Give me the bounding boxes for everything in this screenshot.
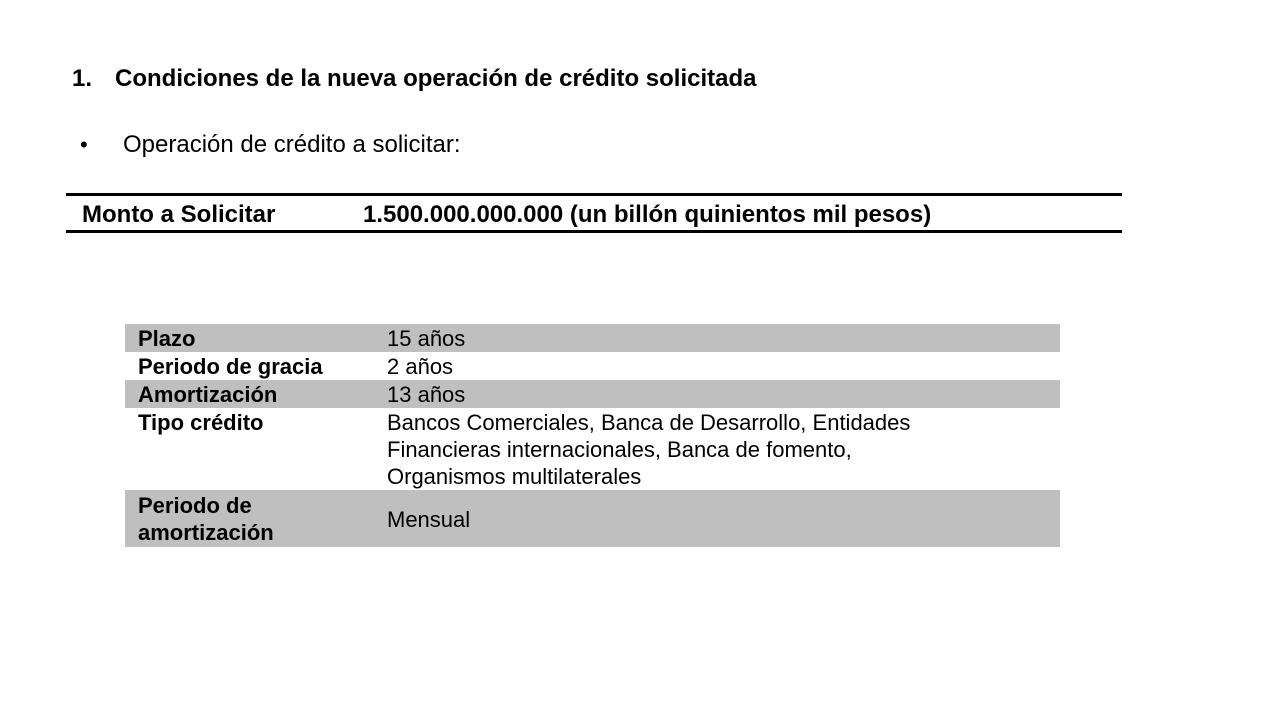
term-key: Amortización xyxy=(125,380,387,408)
term-value: 13 años xyxy=(387,380,1060,408)
term-value: 15 años xyxy=(387,324,1060,352)
term-value-line: Bancos Comerciales, Banca de Desarrollo, Entidades xyxy=(387,410,911,435)
term-value-line: Organismos multilaterales xyxy=(387,464,642,489)
credit-terms-table xyxy=(125,324,1060,547)
table-row xyxy=(125,490,1060,547)
bullet-item xyxy=(80,131,461,159)
term-value xyxy=(387,408,1060,490)
bullet-text: Operación de crédito a solicitar: xyxy=(123,131,461,158)
amount-value: 1.500.000.000.000 (un billón quinientos mil pesos) xyxy=(363,201,932,228)
term-value: Mensual xyxy=(387,490,1060,547)
amount-summary xyxy=(66,193,1122,233)
amount-label: Monto a Solicitar xyxy=(82,201,276,228)
term-value-line: Financieras internacionales, Banca de fomento, xyxy=(387,437,852,462)
term-key: Periodo de gracia xyxy=(138,354,323,379)
term-key-line: amortización xyxy=(138,520,274,545)
term-key: Plazo xyxy=(125,324,387,352)
section-heading xyxy=(72,65,757,93)
term-value: 2 años xyxy=(387,354,454,379)
section-title: Condiciones de la nueva operación de crédito solicitada xyxy=(115,65,757,92)
table-row xyxy=(125,408,1060,490)
bullet-dot-icon: • xyxy=(80,132,88,157)
section-number: 1. xyxy=(72,65,93,92)
table-row xyxy=(125,324,1060,352)
term-key xyxy=(125,490,387,547)
table-row xyxy=(125,380,1060,408)
term-key-line: Periodo de xyxy=(138,493,252,518)
term-key: Tipo crédito xyxy=(138,410,264,435)
table-row xyxy=(125,352,1060,380)
